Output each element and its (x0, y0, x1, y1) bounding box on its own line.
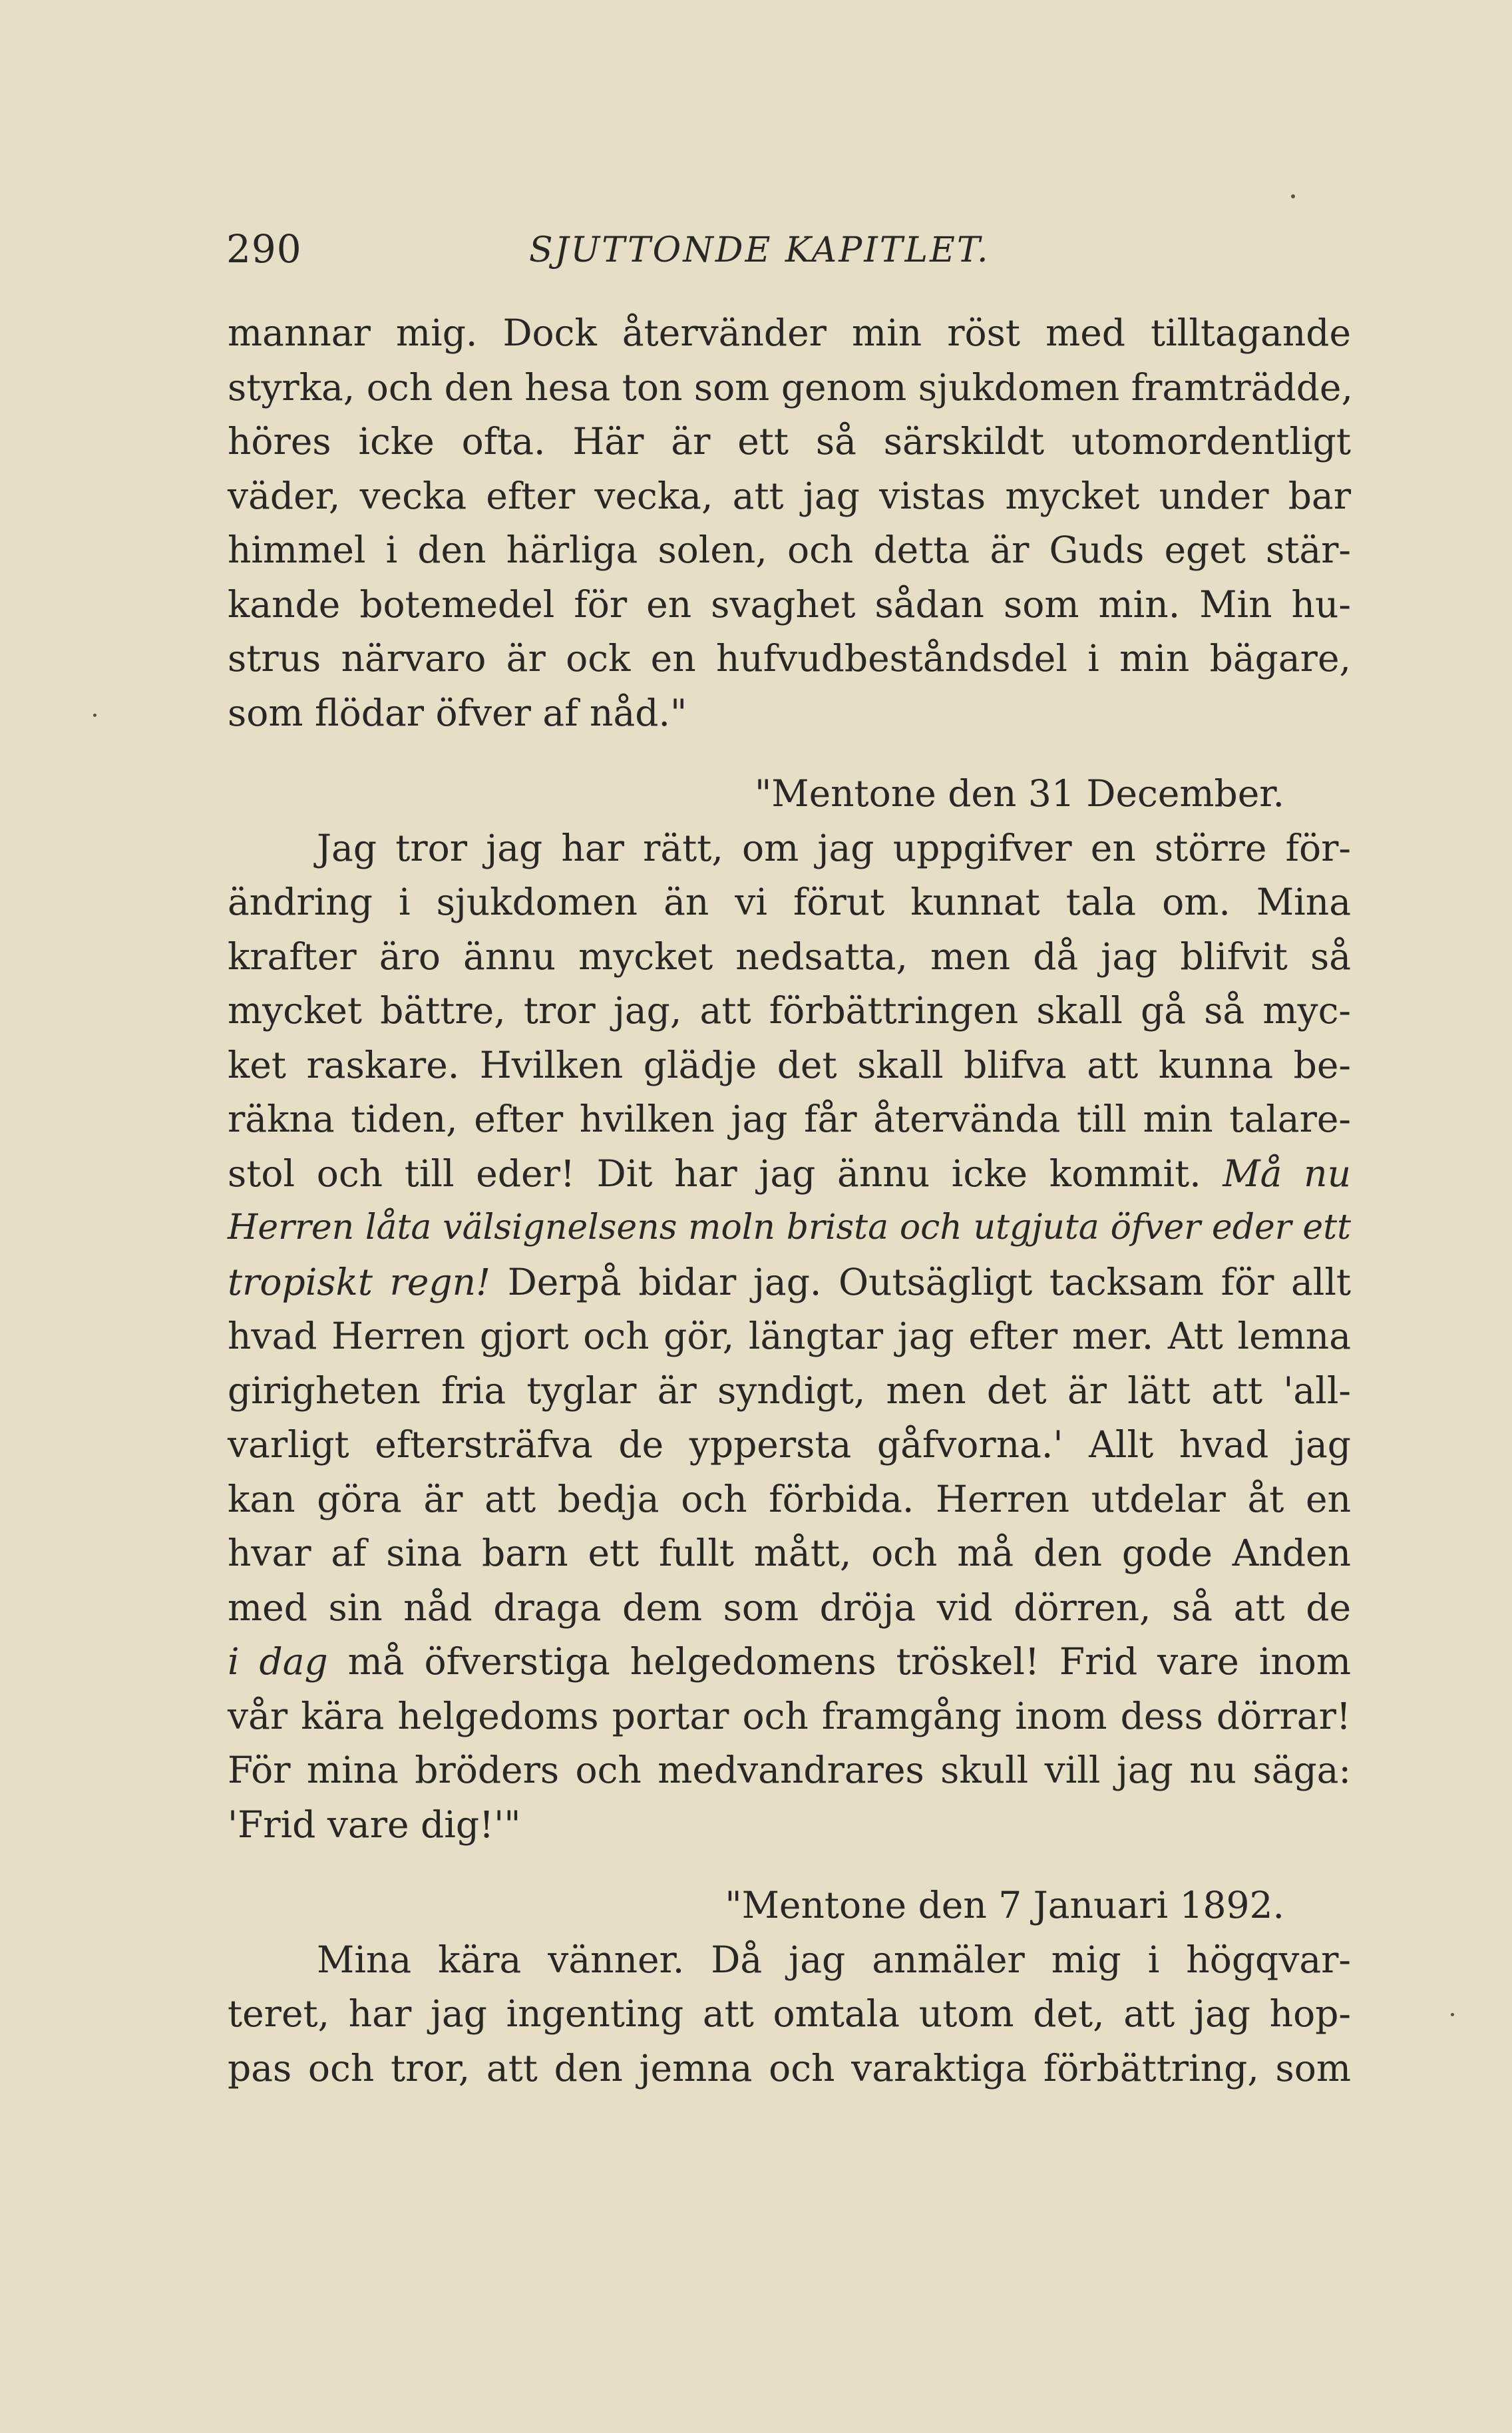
text-span: Derpå bidar jag. Outsägligt tacksam för allt (507, 1260, 1352, 1303)
text-line: Herren låta välsignelsens moln brista och utgjuta öfver eder ett (228, 1208, 1351, 1247)
text-span: må öfverstiga helgedomens tröskel! Frid vare inom (347, 1640, 1352, 1683)
text-line: himmel i den härliga solen, och detta är Guds eget stär- (228, 529, 1351, 571)
text-line: krafter äro ännu mycket nedsatta, men då jag blifvit så (228, 935, 1351, 978)
paper-speck (1291, 194, 1295, 198)
text-line: vår kära helgedoms portar och framgång inom dess dörrar! (228, 1694, 1351, 1737)
italic-span: Må nu (1223, 1152, 1351, 1195)
text-line: styrka, och den hesa ton som genom sjukdomen framträdde, (228, 365, 1353, 409)
paper-speck (1451, 2013, 1454, 2016)
text-line: som flödar öfver af nåd." (228, 691, 687, 734)
text-span: stol och till eder! Dit har jag ännu icke kommit. (228, 1152, 1201, 1195)
text-line: hvad Herren gjort och gör, längtar jag efter mer. Att lemna (228, 1315, 1351, 1357)
text-line: väder, vecka efter vecka, att jag vistas mycket under bar (228, 474, 1351, 517)
dateline: "Mentone den 7 Januari 1892. (725, 1884, 1284, 1926)
text-line: varligt eftersträfva de yppersta gåfvorna.' Allt hvad jag (228, 1423, 1351, 1466)
dateline: "Mentone den 31 December. (754, 772, 1284, 815)
text-line: Mina kära vänner. Då jag anmäler mig i högqvar- (317, 1938, 1351, 1981)
text-line: kande botemedel för en svaghet sådan som min. Min hu- (228, 582, 1351, 626)
text-line: räkna tiden, efter hvilken jag får återvända till min talare- (228, 1098, 1351, 1140)
text-line: För mina bröders och medvandrares skull vill jag nu säga: (228, 1749, 1351, 1791)
text-line: 'Frid vare dig!'" (228, 1803, 521, 1846)
page-body (228, 306, 1351, 2096)
text-line: pas och tror, att den jemna och varaktiga förbättring, som (228, 2046, 1351, 2090)
paper-speck (93, 714, 96, 717)
text-line: ket raskare. Hvilken glädje det skall blifva att kunna be- (228, 1043, 1351, 1086)
text-line: Jag tror jag har rätt, om jag uppgifver en större för- (317, 826, 1351, 869)
italic-span: tropiskt regn! (228, 1260, 491, 1303)
page-number: 290 (226, 226, 302, 272)
text-line: mycket bättre, tror jag, att förbättringen skall gå så myc- (228, 989, 1351, 1032)
text-line: ändring i sjukdomen än vi förut kunnat tala om. Mina (228, 881, 1351, 923)
text-line: hvar af sina barn ett fullt mått, och må den gode Anden (228, 1532, 1351, 1574)
text-line (228, 1255, 1351, 1310)
text-line (228, 1635, 1351, 1689)
text-line: höres icke ofta. Här är ett så särskildt utomordentligt (228, 420, 1351, 463)
text-line: mannar mig. Dock återvänder min röst med tilltagande (228, 312, 1351, 354)
running-head: SJUTTONDE KAPITLET. (529, 230, 990, 270)
text-line: med sin nåd draga dem som dröja vid dörren, så att de (228, 1586, 1351, 1629)
text-line: strus närvaro är ock en hufvudbeståndsdel i min bägare, (228, 637, 1351, 680)
text-line: teret, har jag ingenting att omtala utom det, att jag hop- (228, 1992, 1351, 2035)
text-line: kan göra är att bedja och förbida. Herren utdelar åt en (228, 1477, 1351, 1520)
text-line (228, 1147, 1351, 1202)
text-line: girigheten fria tyglar är syndigt, men det är lätt att 'all- (228, 1369, 1351, 1412)
italic-span: i dag (228, 1640, 328, 1683)
